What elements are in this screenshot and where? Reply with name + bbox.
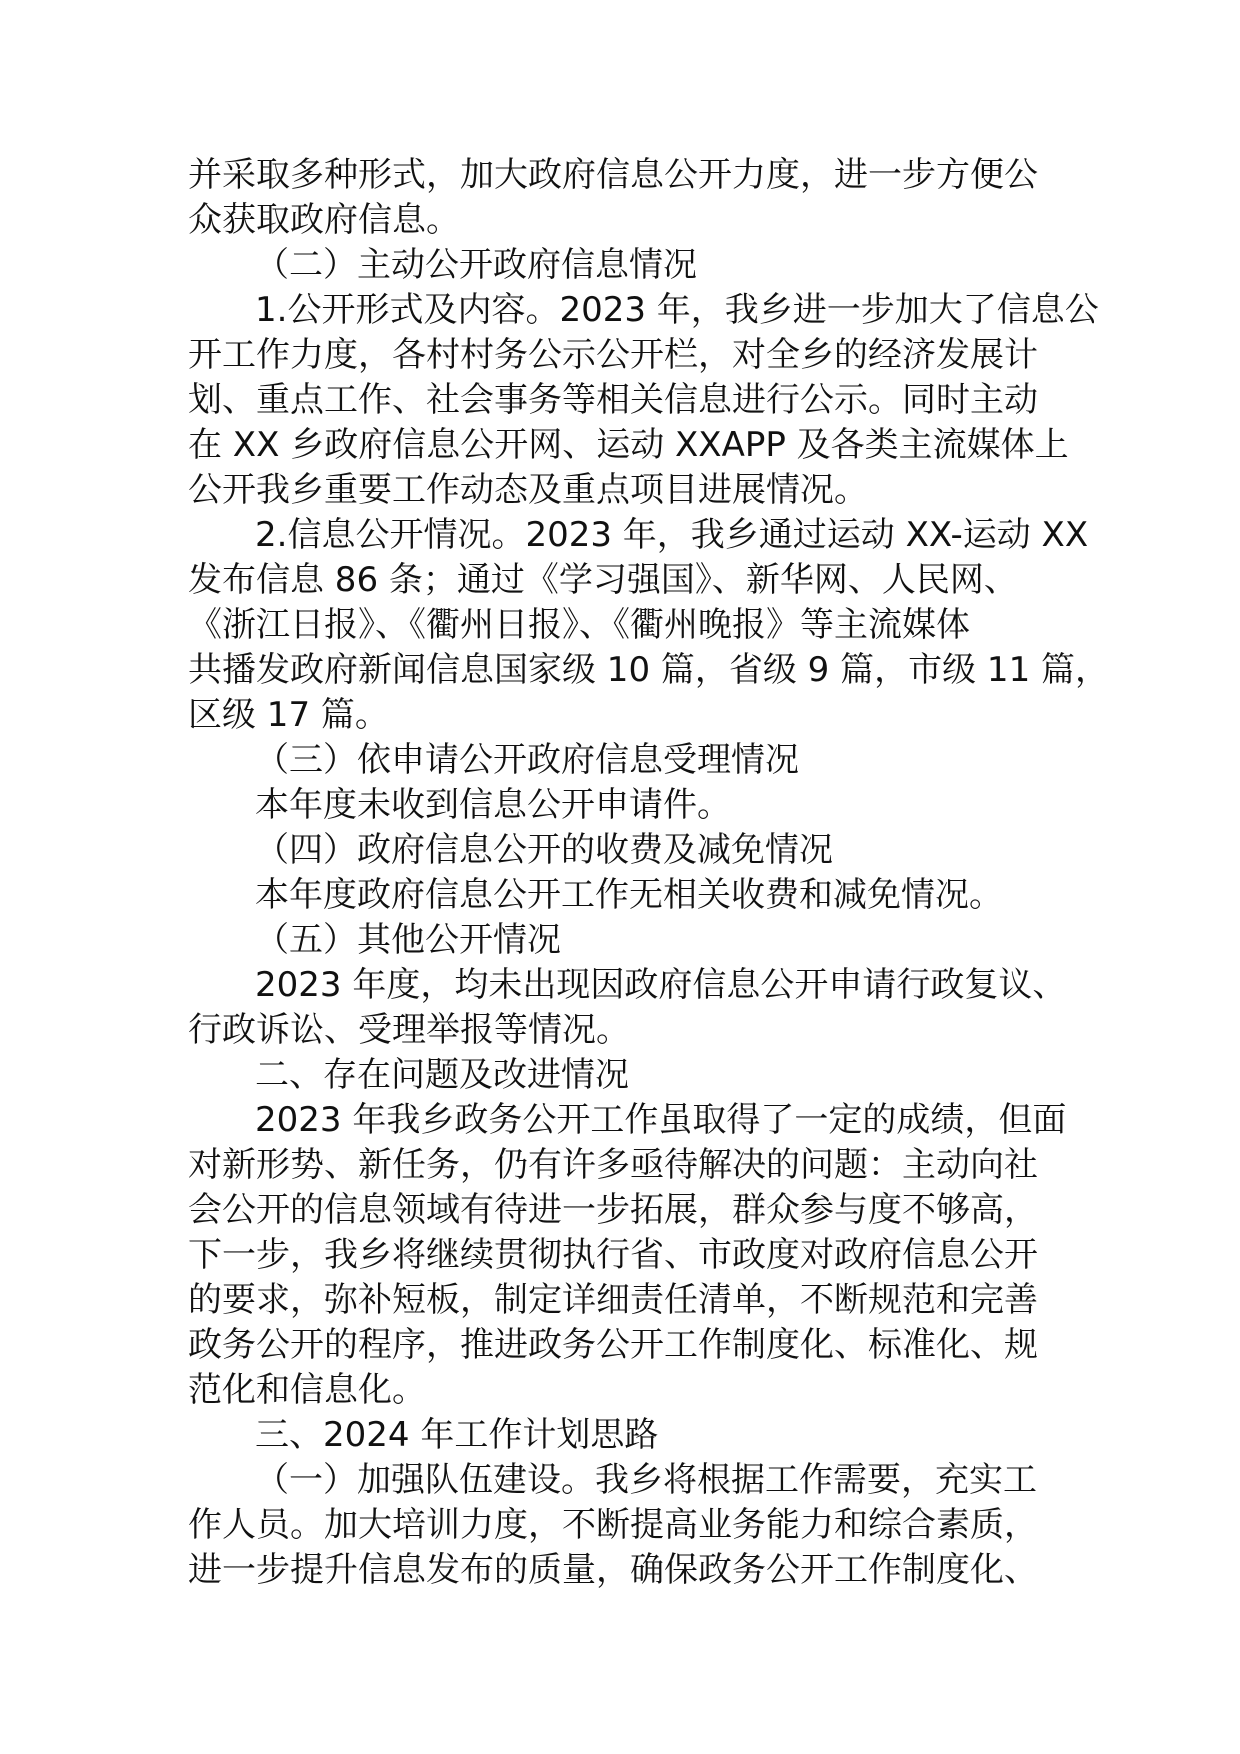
text-line: 众获取政府信息。 — [188, 200, 460, 240]
text-line: 公开我乡重要工作动态及重点项目进展情况。 — [188, 470, 868, 510]
section-heading: （四）政府信息公开的收费及减免情况 — [255, 830, 833, 870]
section-heading: （二）主动公开政府信息情况 — [255, 245, 697, 285]
section-heading: （五）其他公开情况 — [255, 920, 561, 960]
text-line: 共播发政府新闻信息国家级 10 篇，省级 9 篇，市级 11 篇， — [188, 650, 1110, 690]
text-line: 《浙江日报》、《衢州日报》、《衢州晚报》等主流媒体 — [188, 605, 970, 645]
text-line: 区级 17 篇。 — [188, 695, 389, 735]
text-line: 下一步，我乡将继续贯彻执行省、市政度对政府信息公开 — [188, 1235, 1038, 1275]
text-line: 2.信息公开情况。2023 年，我乡通过运动 XX-运动 XX — [255, 515, 1089, 555]
section-heading: 二、存在问题及改进情况 — [255, 1055, 629, 1095]
text-line: 的要求，弥补短板，制定详细责任清单，不断规范和完善 — [188, 1280, 1038, 1320]
text-line: 本年度未收到信息公开申请件。 — [255, 785, 731, 825]
text-line: 会公开的信息领域有待进一步拓展，群众参与度不够高， — [188, 1190, 1038, 1230]
text-line: 划、重点工作、社会事务等相关信息进行公示。同时主动 — [188, 380, 1038, 420]
text-line: 本年度政府信息公开工作无相关收费和减免情况。 — [255, 875, 1003, 915]
section-heading: （三）依申请公开政府信息受理情况 — [255, 740, 799, 780]
text-line: （一）加强队伍建设。我乡将根据工作需要，充实工 — [255, 1460, 1037, 1500]
text-line: 作人员。加大培训力度，不断提高业务能力和综合素质， — [188, 1505, 1038, 1545]
text-line: 开工作力度，各村村务公示公开栏，对全乡的经济发展计 — [188, 335, 1038, 375]
text-line: 在 XX 乡政府信息公开网、运动 XXAPP 及各类主流媒体上 — [188, 425, 1069, 465]
text-line: 范化和信息化。 — [188, 1370, 426, 1410]
text-line: 1.公开形式及内容。2023 年，我乡进一步加大了信息公 — [255, 290, 1099, 330]
text-line: 发布信息 86 条；通过《学习强国》、新华网、人民网、 — [188, 560, 1018, 600]
text-line: 进一步提升信息发布的质量，确保政务公开工作制度化、 — [188, 1550, 1038, 1590]
text-line: 2023 年我乡政务公开工作虽取得了一定的成绩，但面 — [255, 1100, 1067, 1140]
text-line: 行政诉讼、受理举报等情况。 — [188, 1010, 630, 1050]
text-line: 2023 年度，均未出现因政府信息公开申请行政复议、 — [255, 965, 1067, 1005]
section-heading: 三、2024 年工作计划思路 — [255, 1415, 659, 1455]
document-body — [188, 153, 1110, 1593]
text-line: 政务公开的程序，推进政务公开工作制度化、标准化、规 — [188, 1325, 1038, 1365]
text-line: 对新形势、新任务，仍有许多亟待解决的问题：主动向社 — [188, 1145, 1038, 1185]
text-line: 并采取多种形式，加大政府信息公开力度，进一步方便公 — [188, 155, 1038, 195]
